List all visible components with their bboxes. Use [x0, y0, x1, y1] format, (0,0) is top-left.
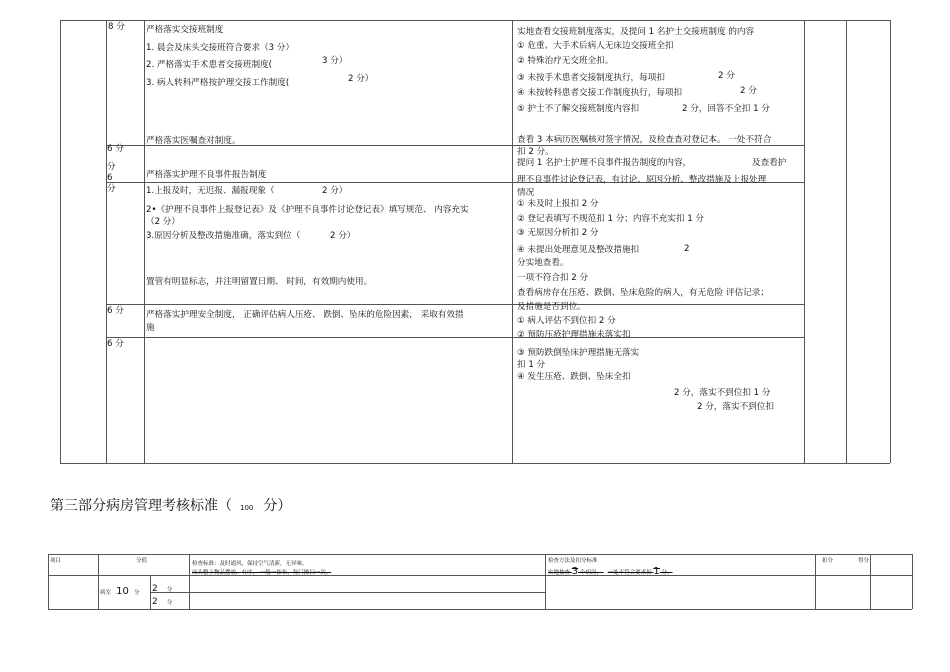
medical-order-check-cont: 扣 2 分。: [517, 147, 554, 157]
adverse-event-title: 严格落实护理不良事件报告制度: [146, 170, 267, 180]
score-cell: 8 分: [108, 22, 125, 32]
safety-check-4-score-2: 2 分，落实不到位扣: [697, 402, 774, 412]
handover-check-3: ③ 未按手术患者交接制度执行，每项扣: [517, 73, 665, 83]
ward-score: [100, 579, 139, 598]
adverse-event-check: 提问 1 名护士护理不良事件报告制度的内容，: [517, 158, 692, 168]
safety-check-intro: 查看病房存在压疮、跌倒、坠床危险的病人，有无危险 评估记录；: [517, 288, 769, 298]
handover-check-1: ① 危重、大手术后病人无床边交接班全扣: [517, 41, 674, 51]
sub-score-2-value: 2: [152, 597, 158, 607]
method-line: [548, 568, 673, 577]
adverse-event-item-2-score: （2 分）: [146, 217, 180, 227]
adverse-event-check-2: 理不良事件讨论登记表，有讨论、原因分析、整改措施及上报处理: [517, 175, 767, 185]
score-cell: 6 分: [107, 306, 124, 316]
adverse-event-c4-cont: 分实地查看。: [517, 258, 569, 268]
header-item: 项目: [50, 558, 62, 564]
adverse-event-item-1-score: 2 分）: [322, 186, 348, 196]
header-got: 得分: [858, 558, 870, 564]
handover-check-5: ⑤ 护士不了解交接班制度内容扣: [517, 104, 640, 114]
adverse-event-check-3: 情况: [517, 188, 535, 198]
ward-score-unit: 分: [133, 590, 140, 596]
handover-check-3-score: 2 分: [718, 71, 735, 81]
safety-check-3b: 扣 1 分: [517, 360, 546, 370]
sub-score-1-value: 2: [152, 584, 158, 594]
header-deduct: 扣分: [822, 558, 834, 564]
score-cell: 6 分: [107, 339, 124, 349]
safety-check-4: ④ 发生压疮、跌倒、坠床全扣: [517, 372, 631, 382]
adverse-event-c4-score: 2: [684, 244, 690, 254]
handover-check-2: ② 特殊治疗无交班全扣。: [517, 56, 614, 66]
handover-check-4: ④ 未按转科患者交接工作制度执行，每项扣: [517, 88, 683, 98]
safety-check-1: ① 病人评估不到位扣 2 分: [517, 316, 616, 326]
standard-line-2: 床头整上物品摆放、有序， 一般一抹布，每门擦扫一次。: [192, 570, 332, 576]
sub-score-2-unit: 分: [166, 600, 173, 606]
header-method: 检查方法及扣分标准: [548, 558, 598, 564]
handover-title: 严格落实交接班制度: [146, 25, 224, 35]
section-heading-suffix: 分）: [263, 498, 292, 514]
score-cell: 分: [107, 162, 116, 172]
adverse-event-c2: ② 登记表填写不规范扣 1 分；内容不充实扣 1 分: [517, 214, 704, 224]
safety-requirement-cont: 施: [146, 323, 155, 333]
adverse-event-item-3: 3.原因分析及整改措施准确，落实到位（: [146, 231, 301, 241]
medical-order-requirement: 严格落实医嘱查对制度。: [146, 136, 241, 146]
method-text-4: 分。: [661, 570, 673, 576]
score-cell: 分: [107, 184, 116, 194]
handover-check-intro: 实地查看交接班制度落实，及提问 1 名护士交接班制度 的内容: [517, 27, 755, 37]
safety-check-2: ② 预防压疮护理措施未落实扣: [517, 330, 631, 340]
adverse-event-c3: ③ 无原因分析扣 2 分: [517, 228, 599, 238]
sub-score-2: [152, 589, 172, 608]
handover-check-4-score: 2 分: [740, 86, 757, 96]
handover-item-2: 2. 严格落实手术患者交接班制度(: [146, 60, 273, 70]
score-cell: 6: [107, 173, 113, 183]
method-num-2: 1: [653, 566, 660, 577]
method-text-3: 一处不符合要求扣: [607, 570, 652, 576]
method-num: 3: [571, 566, 579, 577]
method-text-1: 实地抽查: [548, 570, 571, 576]
ward-label: 病室: [100, 590, 112, 596]
adverse-event-item-2: 2•《护理不良事件上报登记表》及《护理不良事件讨论登记表》填写规范、 内容充实: [146, 205, 469, 215]
handover-item-1: 1. 晨会及床头交接班符合要求（3 分）: [146, 43, 295, 53]
safety-requirement: 严格落实护理安全制度， 正确评估病人压疮、 跌倒、坠床的危险因素， 采取有效措: [146, 310, 464, 320]
section-heading-prefix: 第三部分病房管理考核标准（: [50, 498, 232, 514]
handover-item-3: 3. 病人转科严格按护理交接工作制度(: [146, 78, 290, 88]
handover-item-2-score: 3 分）: [322, 56, 348, 66]
header-standard: 检查标准：及时通风，保持空气清新，无异味。: [192, 561, 308, 567]
section-heading: [50, 497, 291, 515]
safety-check-3: ③ 预防跌倒坠床护理措施无落实: [517, 348, 640, 358]
adverse-event-check-b: 及查看护: [752, 158, 787, 168]
score-cell: 6 分: [107, 144, 124, 154]
adverse-event-item-3-score: 2 分）: [330, 231, 356, 241]
sub-score-1-unit: 分: [166, 587, 173, 593]
handover-check-5-score: 2 分，回答不全扣 1 分: [682, 104, 770, 114]
handover-item-3-score: 2 分）: [348, 74, 374, 84]
label-requirement: 置管有明显标志，并注明留置日期、 时间，有效期内使用。: [146, 277, 373, 287]
method-text-2: 个病房，: [579, 570, 602, 576]
safety-check-4-score-1: 2 分，落实不到位扣 1 分: [674, 388, 771, 398]
adverse-event-c4: ④ 未提出处理意见及整改措施扣: [517, 245, 640, 255]
ward-score-value: 10: [116, 586, 129, 597]
adverse-event-c1: ① 未及时上报扣 2 分: [517, 199, 599, 209]
header-score: 分值: [136, 558, 148, 564]
safety-check-intro-2: 及措施是否到位。: [517, 302, 586, 312]
adverse-event-item-1: 1.上报及时，无迟报、漏报现象（: [146, 186, 275, 196]
section-heading-points: 100: [240, 504, 254, 512]
label-check: 一项不符合扣 2 分: [517, 273, 589, 283]
medical-order-check: 查看 3 本病历医嘱核对签字情况，及检查查对登记本。 一处不符合: [517, 135, 772, 145]
